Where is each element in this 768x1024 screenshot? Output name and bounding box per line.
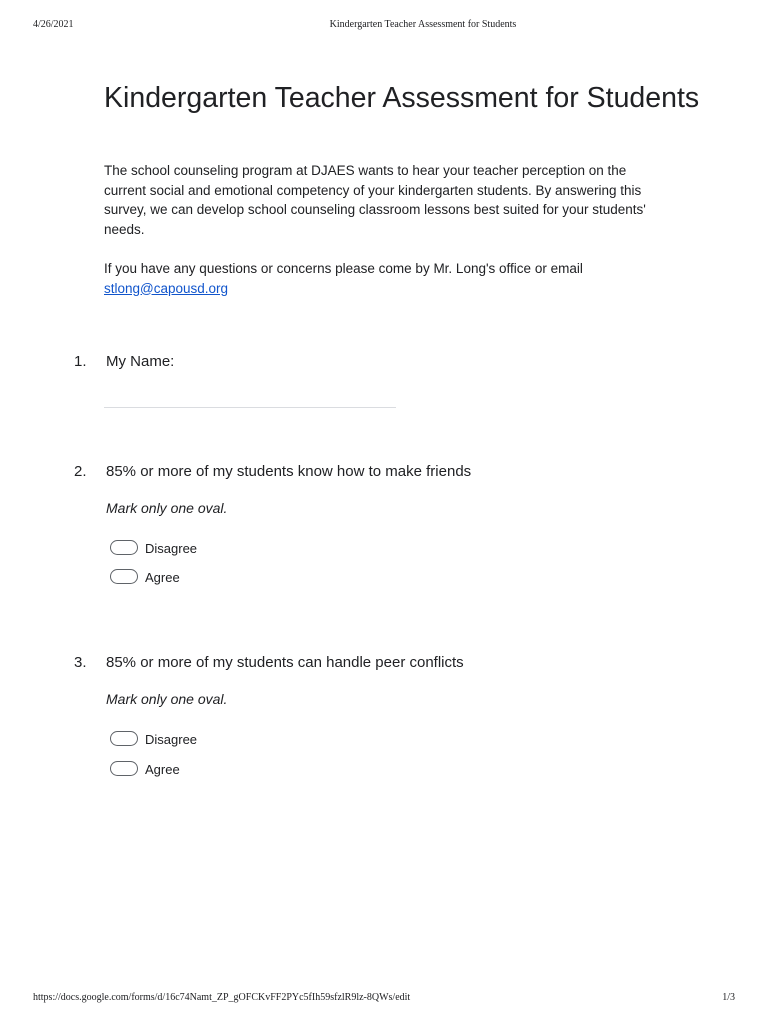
contact-paragraph xyxy=(104,259,664,298)
radio-oval[interactable] xyxy=(110,569,138,584)
print-title: Kindergarten Teacher Assessment for Students xyxy=(329,19,517,30)
question-text: My Name: xyxy=(106,353,175,370)
option-label: Agree xyxy=(145,570,180,585)
radio-oval[interactable] xyxy=(110,731,138,746)
question-text: 85% or more of my students can handle peer conflicts xyxy=(106,654,464,671)
form-description xyxy=(104,161,664,298)
option-label: Disagree xyxy=(145,541,198,556)
question-number: 1. xyxy=(74,353,87,370)
radio-oval[interactable] xyxy=(110,761,138,776)
radio-oval[interactable] xyxy=(110,540,138,555)
print-header xyxy=(0,19,768,33)
contact-text: If you have any questions or concerns please come by Mr. Long's office or email xyxy=(104,261,583,276)
question-text: 85% or more of my students know how to make friends xyxy=(106,463,472,480)
option-label: Disagree xyxy=(145,732,198,747)
email-link[interactable]: stlong@capousd.org xyxy=(104,280,229,296)
question-number: 2. xyxy=(74,463,87,480)
question-number: 3. xyxy=(74,654,87,671)
print-date: 4/26/2021 xyxy=(33,19,74,30)
form-title: Kindergarten Teacher Assessment for Students xyxy=(104,82,700,114)
print-footer xyxy=(0,992,768,1006)
option-label: Agree xyxy=(145,762,180,777)
print-url: https://docs.google.com/forms/d/16c74Namt_ZP_gOFCKvFF2PYc5fIh59sfzlR9lz-8QWs/edit xyxy=(33,992,411,1003)
question-hint: Mark only one oval. xyxy=(106,500,228,516)
name-answer-field[interactable] xyxy=(104,407,396,408)
page-number: 1/3 xyxy=(722,992,735,1003)
question-hint: Mark only one oval. xyxy=(106,691,228,707)
description-paragraph: The school counseling program at DJAES wants to hear your teacher perception on the current social and emotional competency of your kindergarten students. By answering this survey, we can develop school counseling classroom lessons best suited for your students' needs. xyxy=(104,163,646,237)
